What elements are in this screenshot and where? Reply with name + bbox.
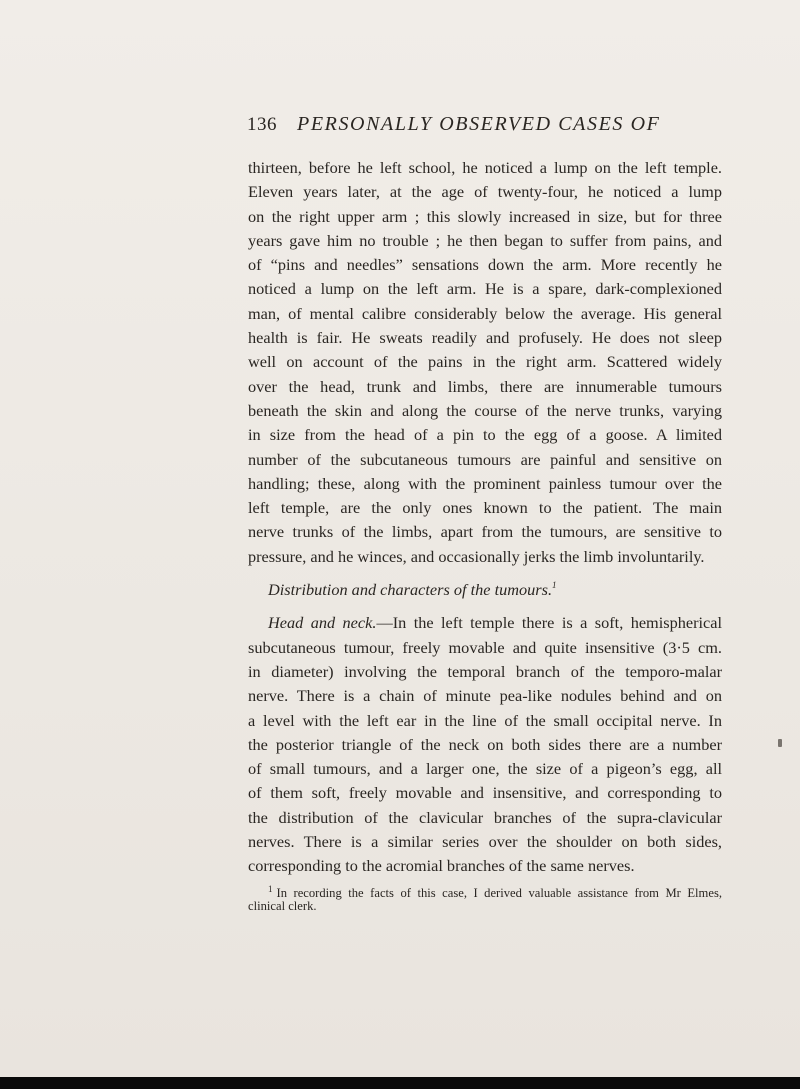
text-line: left temple, are the only ones known to the patient. The main: [248, 498, 722, 518]
text-line: well on account of the pains in the right arm. Scattered widely: [248, 352, 722, 372]
text-line: in diameter) involving the temporal branch of the temporo-malar: [248, 661, 722, 681]
text-line: nerve trunks of the limbs, apart from the tumours, are sensitive to: [248, 522, 722, 542]
subsection-lead-in: Head and neck.: [268, 613, 377, 633]
text-line: corresponding to the acromial branches of the same nerves.: [248, 856, 635, 876]
text-line: in size from the head of a pin to the egg of a goose. A limited: [248, 425, 722, 445]
footnote-line: [248, 881, 722, 898]
text-line: number of the subcutaneous tumours are painful and sensitive on: [248, 449, 722, 469]
text-line: of them soft, freely movable and insensitive, and corresponding to: [248, 783, 722, 803]
text-line: a level with the left ear in the line of the small occipital nerve. In: [248, 710, 722, 730]
footnote-reference: 1: [552, 580, 557, 591]
text-line: of “pins and needles” sensations down the arm. More recently he: [248, 255, 722, 275]
text-line: pressure, and he winces, and occasionally jerks the limb involuntarily.: [248, 546, 705, 566]
page-speck: [778, 739, 782, 747]
spacer: [248, 569, 722, 578]
page-body: [248, 156, 722, 915]
footnote-mark: 1: [268, 883, 273, 894]
text-line: the distribution of the clavicular branches of the supra-clavicular: [248, 807, 722, 827]
text-line: beneath the skin and along the course of the nerve trunks, varying: [248, 400, 722, 420]
text-line: years gave him no trouble ; he then began to suffer from pains, and: [248, 230, 722, 250]
text-line: thirteen, before he left school, he noticed a lump on the left temple.: [248, 158, 722, 177]
text-line: health is fair. He sweats readily and profusely. He does not sleep: [248, 328, 722, 348]
section-heading-text: Distribution and characters of the tumours.: [268, 580, 553, 600]
page-number: 136: [247, 114, 277, 135]
text-line: nerves. There is a similar series over the shoulder on both sides,: [248, 832, 722, 852]
text-line: the posterior triangle of the neck on both sides there are a number: [248, 734, 722, 754]
text-line: on the right upper arm ; this slowly increased in size, but for three: [248, 206, 722, 226]
paragraph-head-and-neck: [248, 611, 722, 878]
text-line: nerve. There is a chain of minute pea-like nodules behind and on: [248, 686, 722, 706]
footnote: [248, 881, 722, 915]
text-line: over the head, trunk and limbs, there are innumerable tumours: [248, 376, 722, 396]
running-head: PERSONALLY OBSERVED CASES OF: [297, 113, 661, 135]
text-line: subcutaneous tumour, freely movable and quite insensitive (3·5 cm.: [248, 637, 722, 657]
paragraph-case-history: [248, 156, 722, 569]
scan-bottom-edge: [0, 1077, 800, 1089]
text-line-rest: —In the left temple there is a soft, hemispherical: [376, 613, 723, 633]
page-header: [247, 113, 727, 141]
footnote-line: clinical clerk.: [248, 898, 317, 913]
text-line: man, of mental calibre considerably below the average. His general: [248, 303, 722, 323]
text-line: [248, 611, 722, 635]
text-line: of small tumours, and a larger one, the size of a pigeon’s egg, all: [248, 759, 722, 779]
footnote-text: In recording the facts of this case, I derived valuable assistance from Mr Elmes,: [276, 885, 722, 900]
section-heading: [248, 578, 722, 602]
text-line: Eleven years later, at the age of twenty-four, he noticed a lump: [248, 182, 722, 202]
spacer: [248, 602, 722, 611]
text-line: handling; these, along with the prominent painless tumour over the: [248, 473, 722, 493]
text-line: noticed a lump on the left arm. He is a spare, dark-complexioned: [248, 279, 722, 299]
